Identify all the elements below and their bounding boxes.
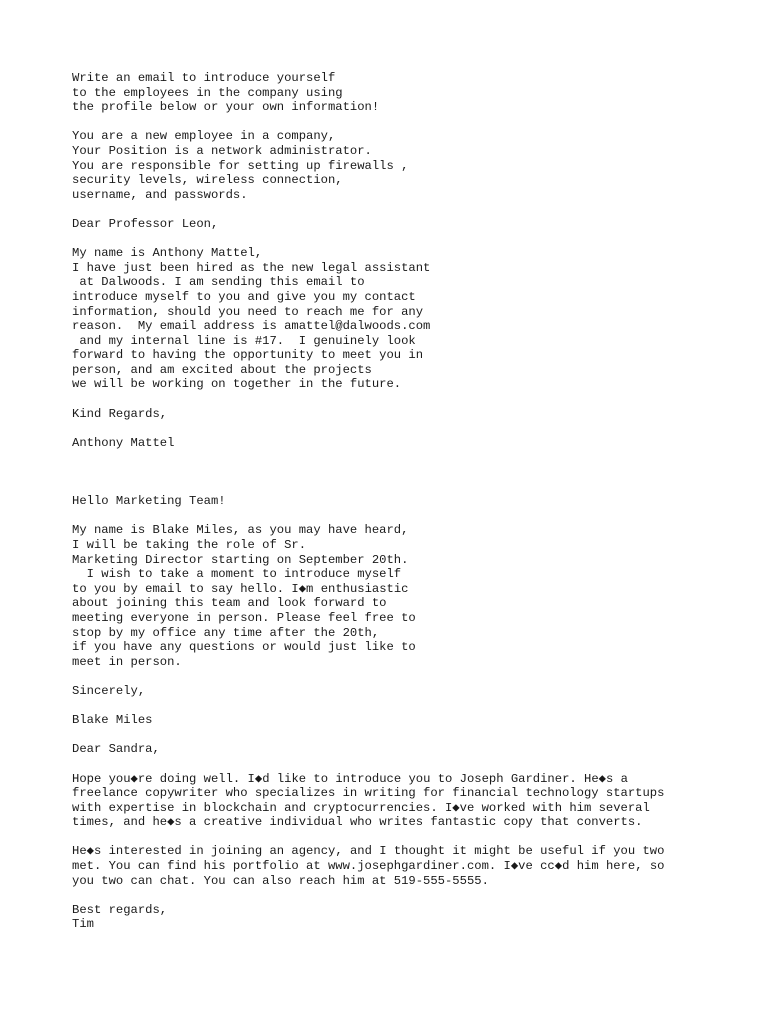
text-line: Marketing Director starting on September 20th. bbox=[72, 552, 409, 567]
text-line: forward to having the opportunity to meet you in bbox=[72, 348, 424, 363]
text-line: I will be taking the role of Sr. bbox=[72, 538, 307, 552]
blank-line bbox=[72, 421, 752, 436]
text-line: about joining this team and look forward to bbox=[72, 596, 387, 611]
closing: Best regards, bbox=[72, 902, 168, 917]
text-line: introduce myself to you and give you my contact bbox=[72, 289, 416, 304]
blank-line bbox=[72, 450, 752, 465]
text-line: You are responsible for setting up firewalls , bbox=[72, 158, 409, 173]
blank-line bbox=[72, 232, 752, 247]
text-line: Your Position is a network administrator. bbox=[72, 143, 372, 158]
closing: Sincerely, bbox=[72, 683, 146, 698]
text-line: You are a new employee in a company, bbox=[72, 129, 336, 144]
salutation: Dear Sandra, bbox=[72, 742, 160, 757]
salutation: Dear Professor Leon, bbox=[72, 216, 219, 231]
text-line: the profile below or your own information! bbox=[72, 100, 380, 115]
text-line: person, and am excited about the projects bbox=[72, 362, 372, 377]
text-line: you two can chat. You can also reach him at 519-555-5555. bbox=[72, 873, 489, 888]
blank-line bbox=[72, 392, 752, 407]
text-line: with expertise in blockchain and cryptocurrencies. I◆ve worked with him several bbox=[72, 800, 650, 815]
signature: Tim bbox=[72, 917, 94, 932]
text-line: He◆s interested in joining an agency, and I thought it might be useful if you two bbox=[72, 844, 665, 859]
text-line: meet in person. bbox=[72, 654, 182, 669]
blank-line bbox=[72, 757, 752, 772]
text-line: I wish to take a moment to introduce myself bbox=[72, 567, 402, 582]
text-line: to the employees in the company using bbox=[72, 85, 343, 100]
blank-line bbox=[72, 509, 752, 524]
text-line: if you have any questions or would just like to bbox=[72, 640, 416, 655]
blank-line bbox=[72, 669, 752, 684]
text-line: security levels, wireless connection, bbox=[72, 173, 343, 188]
blank-line bbox=[72, 465, 752, 480]
signature: Anthony Mattel bbox=[72, 435, 175, 450]
blank-line bbox=[72, 115, 752, 130]
salutation: Hello Marketing Team! bbox=[72, 494, 226, 509]
text-line: and my internal line is #17. I genuinely look bbox=[72, 333, 416, 348]
text-line: Hope you◆re doing well. I◆d like to introduce you to Joseph Gardiner. He◆s a bbox=[72, 771, 628, 786]
text-line: meeting everyone in person. Please feel free to bbox=[72, 610, 416, 625]
text-line: information, should you need to reach me for any bbox=[72, 304, 424, 319]
text-line: username, and passwords. bbox=[72, 187, 248, 202]
text-line: met. You can find his portfolio at www.josephgardiner.com. I◆ve cc◆d him here, so bbox=[72, 859, 665, 874]
text-line: stop by my office any time after the 20th, bbox=[72, 625, 380, 640]
signature: Blake Miles bbox=[72, 713, 153, 728]
text-line: we will be working on together in the future. bbox=[72, 377, 402, 392]
text-line: My name is Blake Miles, as you may have heard, bbox=[72, 523, 409, 538]
text-line: at Dalwoods. I am sending this email to bbox=[72, 275, 365, 290]
blank-line bbox=[72, 202, 752, 217]
document-body bbox=[72, 71, 752, 932]
text-line: to you by email to say hello. I◆m enthusiastic bbox=[72, 581, 409, 596]
text-line: reason. My email address is amattel@dalwoods.com bbox=[72, 319, 431, 334]
closing: Kind Regards, bbox=[72, 406, 168, 421]
blank-line bbox=[72, 830, 752, 845]
text-line: freelance copywriter who specializes in writing for financial technology startups bbox=[72, 786, 665, 801]
blank-line bbox=[72, 480, 752, 495]
text-line: times, and he◆s a creative individual who writes fantastic copy that converts. bbox=[72, 815, 643, 830]
text-line: Write an email to introduce yourself bbox=[72, 71, 336, 85]
blank-line bbox=[72, 888, 752, 903]
text-line: I have just been hired as the new legal assistant bbox=[72, 260, 431, 275]
blank-line bbox=[72, 699, 752, 714]
blank-line bbox=[72, 728, 752, 743]
text-line: My name is Anthony Mattel, bbox=[72, 246, 263, 261]
